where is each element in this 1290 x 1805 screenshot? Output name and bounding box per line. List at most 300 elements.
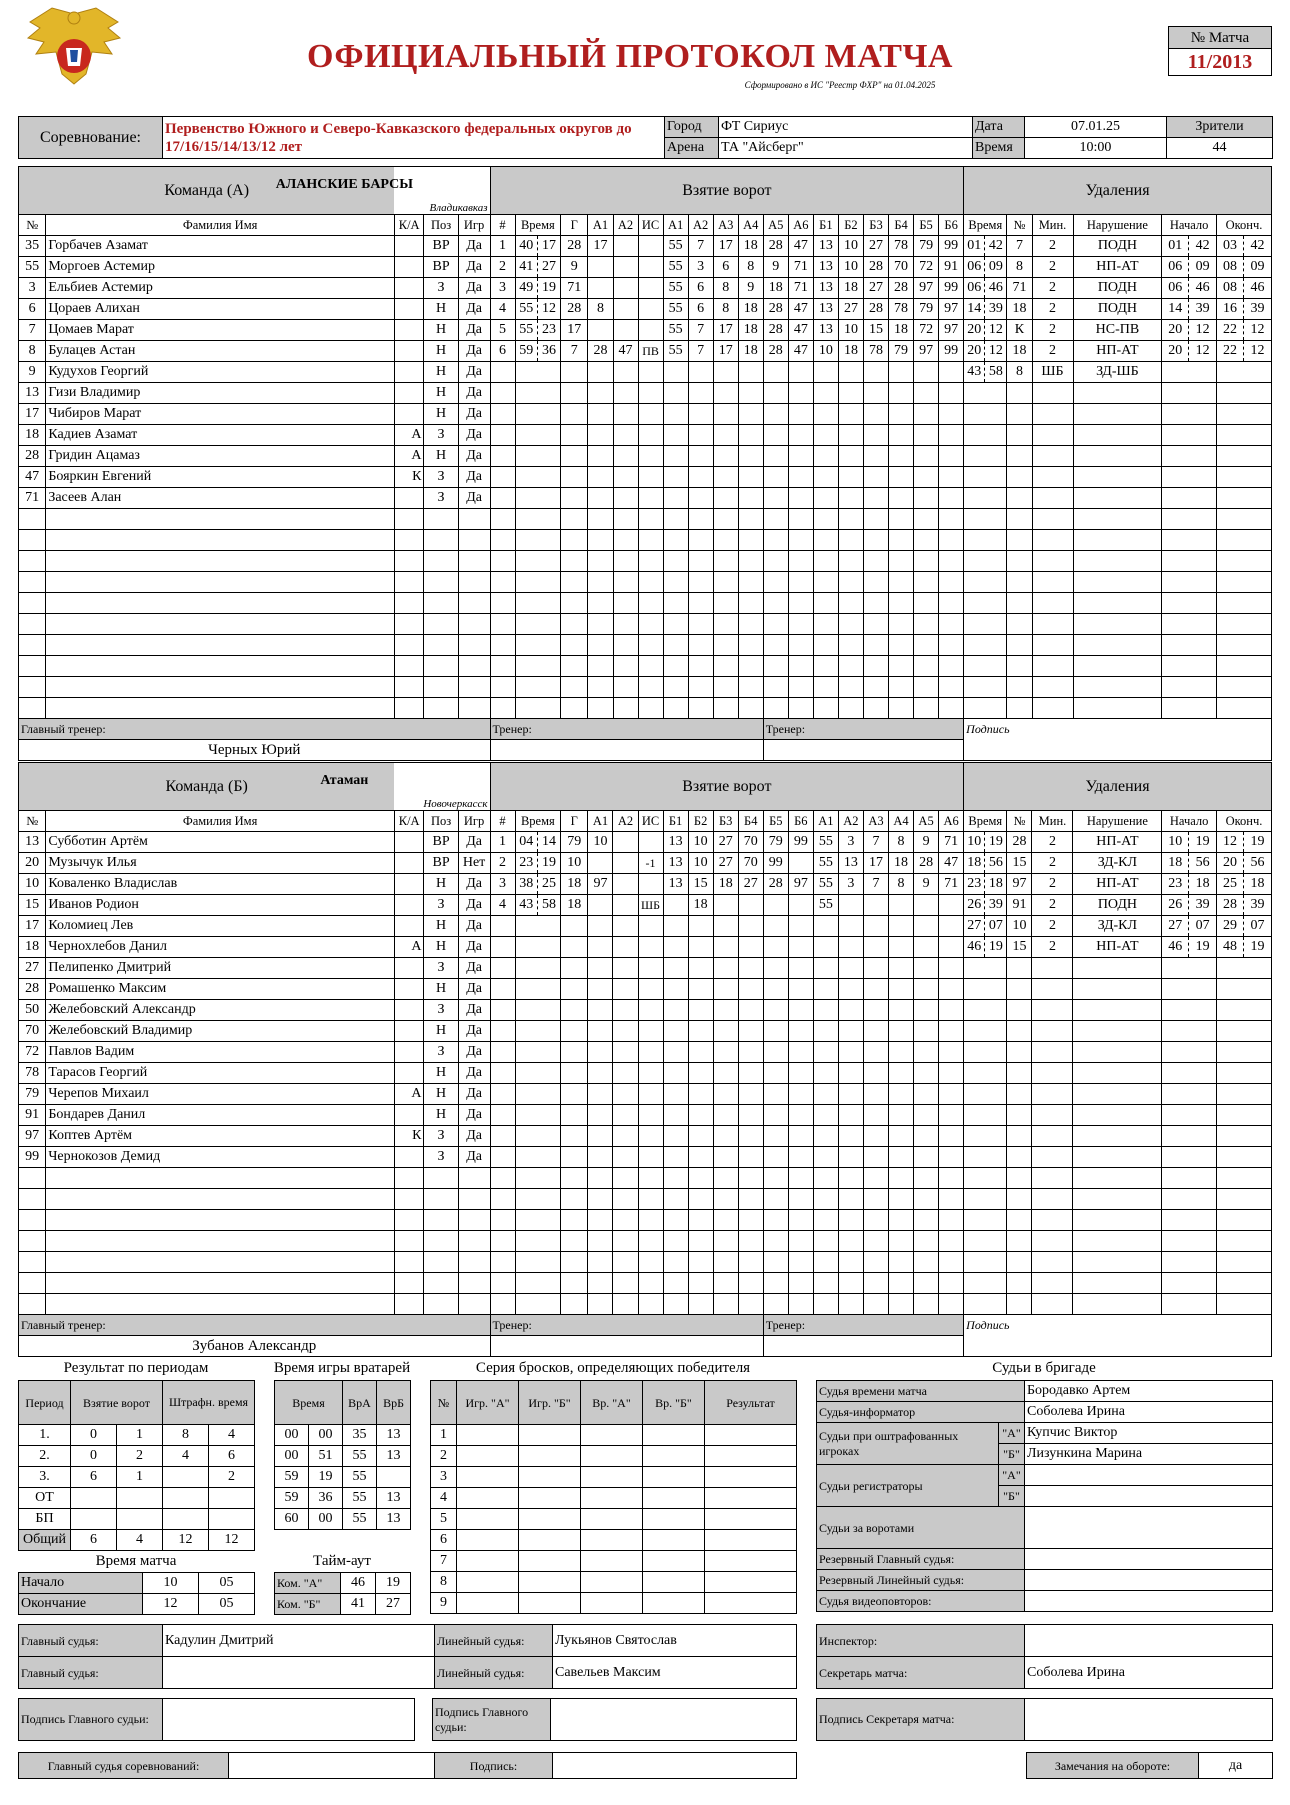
goal-cell [738,1000,763,1021]
goal-cell [561,656,588,677]
goal-cell [588,1105,613,1126]
player-role [394,383,424,404]
goal-cell: 28 [863,299,888,320]
player-played [458,656,490,677]
goal-cell [588,530,613,551]
goal-cell: 13 [663,832,688,853]
goal-cell [763,488,788,509]
goal-cell [939,530,964,551]
goal-cell [738,572,763,593]
goal-cell [738,446,763,467]
goal-num [490,572,515,593]
goal-cell [838,488,863,509]
goal-cell [763,551,788,572]
penalty-header: Время [964,215,1007,236]
goal-header: А2 [613,215,638,236]
player-number [19,1231,46,1252]
player-position: Н [424,1084,458,1105]
goal-cell [688,446,713,467]
sign-secretary-field[interactable] [1025,1699,1273,1741]
goal-cell [763,1126,788,1147]
goal-cell [713,1273,738,1294]
goal-cell [889,1273,914,1294]
goal-cell [939,572,964,593]
goal-cell [663,1273,688,1294]
goal-cell [713,979,738,1000]
goal-cell [713,1105,738,1126]
goal-cell: 13 [813,257,838,278]
goal-cell [588,656,613,677]
player-position: З [424,488,458,509]
goal-header: Б4 [889,215,914,236]
goal-cell [889,677,914,698]
goal-cell [588,1042,613,1063]
goal-cell [713,1126,738,1147]
shootout-row: 5 [431,1509,797,1530]
goal-cell: 55 [663,341,688,362]
registrar-b-name [1025,1486,1273,1507]
player-position: ВР [424,257,458,278]
goal-cell [688,1105,713,1126]
chief-referee-label: Главный судья соревнований: [19,1753,229,1779]
goal-cell [914,698,939,719]
goal-cell [663,1189,688,1210]
shootout-row: 8 [431,1572,797,1593]
goal-cell [788,895,813,916]
player-played: Да [458,278,490,299]
goal-cell: 47 [788,236,813,257]
player-name: Засеев Алан [46,488,395,509]
goal-cell [663,551,688,572]
goal-cell: 55 [813,874,838,895]
goal-cell [838,362,863,383]
chief-referee-name [229,1753,435,1779]
goal-cell [763,1084,788,1105]
goal-cell [613,1000,638,1021]
goal-cell [914,530,939,551]
goal-cell [889,916,914,937]
goal-cell [613,257,638,278]
goal-cell [863,1126,888,1147]
timeout-title: Тайм-аут [313,1553,371,1569]
player-position [424,656,458,677]
player-position [424,530,458,551]
goal-cell [638,1210,663,1231]
player-played: Да [458,916,490,937]
goal-cell: 13 [663,874,688,895]
goal-cell [638,1105,663,1126]
player-played: Да [458,362,490,383]
player-played: Да [458,404,490,425]
goal-cell [838,383,863,404]
goal-cell [813,362,838,383]
player-role [394,1231,424,1252]
goal-cell [863,958,888,979]
goal-cell [613,404,638,425]
goal-cell [588,853,613,874]
linesman-2: Савельев Максим [553,1657,797,1689]
match-no-label: № Матча [1169,27,1272,49]
teamB-row: 15 Иванов Родион З Да 4 43 58 18 ШБ 18 55 26 39 91 2 ПОДН 26 39 28 39 [19,895,1272,916]
goal-cell [588,1147,613,1168]
teamA-coach-label: Главный тренер: [19,719,491,740]
main-referee-2-label: Главный судья: [19,1657,163,1689]
goal-num [490,593,515,614]
goal-cell [713,1021,738,1042]
player-role [394,509,424,530]
goal-cell [788,1042,813,1063]
goal-cell [763,1021,788,1042]
player-name: Коваленко Владислав [46,874,395,895]
teamB-goals-title: Взятие ворот [490,763,964,811]
goal-cell [663,635,688,656]
matchtime-title: Время матча [95,1553,177,1569]
goal-cell [939,1147,964,1168]
goal-num [490,530,515,551]
goal-cell: 9 [738,278,763,299]
goal-cell: 55 [813,832,838,853]
timeout-b-label: Ком. "Б" [275,1594,341,1615]
goal-num [490,1210,515,1231]
sign-main-1 [18,1698,415,1741]
goal-cell [889,530,914,551]
goal-header: А1 [588,811,613,832]
goal-num [490,488,515,509]
goal-header: А6 [788,215,813,236]
player-name [46,593,395,614]
player-played [458,1231,490,1252]
player-role [394,488,424,509]
goal-cell [788,1273,813,1294]
goal-cell [889,1042,914,1063]
shootout-row: 2 [431,1446,797,1467]
team-b-section [18,762,1272,1357]
player-number: 78 [19,1063,46,1084]
goal-cell [838,1231,863,1252]
player-role [394,1273,424,1294]
goal-num [490,1063,515,1084]
teamA-row [19,656,1272,677]
player-played: Да [458,299,490,320]
goal-cell: 13 [813,320,838,341]
goal-cell [561,958,588,979]
teamB-name: Атаман [320,773,369,788]
goal-cell [588,937,613,958]
goal-num [490,1252,515,1273]
goal-num: 4 [490,299,515,320]
goal-cell: 13 [838,853,863,874]
player-name: Бояркин Евгений [46,467,395,488]
roster-header: Поз [424,811,458,832]
player-position: Н [424,874,458,895]
goal-num [490,1000,515,1021]
goal-num [490,614,515,635]
goal-cell [738,1294,763,1315]
goal-cell [688,937,713,958]
player-number [19,1273,46,1294]
goal-cell [914,916,939,937]
goal-cell [914,572,939,593]
goal-cell: 15 [863,320,888,341]
goal-cell [613,572,638,593]
goal-cell [561,635,588,656]
goal-cell [561,362,588,383]
goal-cell: 18 [738,299,763,320]
goal-cell: 18 [889,320,914,341]
teamB-row [19,1231,1272,1252]
goal-cell [889,1084,914,1105]
goal-cell [939,425,964,446]
player-role [394,698,424,719]
matchtime-table [18,1572,255,1615]
teamB-table [18,762,1272,1357]
goal-cell [688,656,713,677]
goal-cell [838,937,863,958]
goal-cell [588,1084,613,1105]
goal-cell [813,1294,838,1315]
goal-cell [613,530,638,551]
goal-cell [939,383,964,404]
player-position: Н [424,1105,458,1126]
goal-cell [638,1168,663,1189]
goal-cell [663,509,688,530]
goal-cell [863,1000,888,1021]
goal-cell [688,916,713,937]
player-played: Да [458,1021,490,1042]
player-number: 27 [19,958,46,979]
goal-cell [838,1000,863,1021]
goal-cell: 13 [813,236,838,257]
goal-cell [738,1021,763,1042]
goal-cell [838,958,863,979]
goal-cell: 7 [688,341,713,362]
goal-cell [838,635,863,656]
goal-cell [838,1147,863,1168]
goal-cell [763,1000,788,1021]
goal-cell [613,236,638,257]
informer-name: Соболева Ирина [1025,1402,1273,1423]
goal-cell [813,1021,838,1042]
goal-cell [763,916,788,937]
goal-cell [713,509,738,530]
goal-cell: 3 [688,257,713,278]
teamA-goals-title: Взятие ворот [490,167,964,215]
goal-cell [788,1168,813,1189]
goal-cell: 55 [813,895,838,916]
goal-cell [813,656,838,677]
goal-cell [914,895,939,916]
goal-cell [613,551,638,572]
goal-cell [738,1126,763,1147]
player-number: 17 [19,916,46,937]
goal-cell [838,698,863,719]
goal-header: А5 [763,215,788,236]
goal-cell: 28 [763,874,788,895]
player-role [394,572,424,593]
teamA-table [18,166,1272,761]
goal-cell [638,698,663,719]
goal-cell: 10 [588,832,613,853]
goal-cell [914,635,939,656]
goal-cell [561,1021,588,1042]
spectators-label: Зрители [1167,117,1273,138]
goal-cell [588,895,613,916]
player-number [19,1252,46,1273]
penalty-header: Оконч. [1217,811,1272,832]
goal-cell [663,1126,688,1147]
player-name: Цомаев Марат [46,320,395,341]
player-name: Чибиров Марат [46,404,395,425]
goal-cell [738,1210,763,1231]
period-row: 3. 6 1 2 [19,1467,255,1488]
goal-cell [613,446,638,467]
goal-cell [588,916,613,937]
goal-cell [688,635,713,656]
goal-cell [788,1231,813,1252]
player-position [424,1189,458,1210]
teamA-row [19,572,1272,593]
goal-cell [613,1210,638,1231]
goal-cell [713,937,738,958]
goal-cell [763,593,788,614]
goal-cell [638,236,663,257]
teamB-label: Команда (Б) [19,763,395,811]
goal-num [490,1105,515,1126]
goal-cell [588,1210,613,1231]
goal-cell [763,656,788,677]
goal-cell [588,383,613,404]
goal-cell [561,1273,588,1294]
goal-cell: 91 [939,257,964,278]
goal-cell [914,362,939,383]
goal-cell [638,257,663,278]
goal-cell [638,551,663,572]
goal-cell [863,1210,888,1231]
player-name [46,1210,395,1231]
teamB-row [19,1294,1272,1315]
goal-cell [613,832,638,853]
goal-cell [613,509,638,530]
teamA-row [19,446,1272,467]
goal-cell [763,1189,788,1210]
goal-cell [813,1147,838,1168]
goal-cell [663,1231,688,1252]
goal-cell: 55 [663,257,688,278]
reserve-referee-label: Резервный Главный судья: [817,1549,1025,1570]
goal-cell [663,916,688,937]
goal-cell: 8 [889,874,914,895]
goal-cell [688,1126,713,1147]
goal-cell: 17 [863,853,888,874]
goal-cell [914,958,939,979]
goal-cell [561,614,588,635]
player-name [46,635,395,656]
teamA-row [19,635,1272,656]
chief-sign-field[interactable] [553,1753,797,1779]
goal-cell: 99 [939,236,964,257]
player-number [19,530,46,551]
goal-cell [863,698,888,719]
goal-cell [638,614,663,635]
goal-cell [763,1294,788,1315]
goal-cell [763,1252,788,1273]
main-referee-1-label: Главный судья: [19,1625,163,1657]
goal-cell [914,551,939,572]
goal-cell [561,467,588,488]
goal-cell [613,1042,638,1063]
goal-cell [561,1147,588,1168]
sign-main-ref-1-field[interactable] [163,1699,415,1741]
teamA-row: 6 Цораев Алихан Н Да 4 55 12 28 8 55 6 8 18 28 47 13 27 28 78 79 97 14 39 18 2 ПОДН 14 39 16 39 [19,299,1272,320]
goal-cell [638,1126,663,1147]
player-position [424,698,458,719]
goal-num [490,1273,515,1294]
goal-cell [939,698,964,719]
sign-main-ref-2-field[interactable] [551,1699,797,1741]
roster-header: Поз [424,215,458,236]
player-position [424,1294,458,1315]
goal-cell [914,425,939,446]
player-number [19,1168,46,1189]
goal-cell: 28 [561,236,588,257]
linesman-1-label: Линейный судья: [435,1625,553,1657]
player-name: Моргоев Астемир [46,257,395,278]
goal-cell [713,1231,738,1252]
sign-main-ref-2-label: Подпись Главного судьи: [433,1699,551,1741]
teamA-row [19,383,1272,404]
goal-cell [688,1168,713,1189]
goal-cell: 79 [763,832,788,853]
goal-cell [638,1063,663,1084]
goal-cell [813,635,838,656]
player-position [424,1231,458,1252]
goal-cell [738,362,763,383]
goal-cell [663,572,688,593]
goal-cell [738,958,763,979]
start-label: Начало [19,1573,143,1594]
teamA-row [19,467,1272,488]
goal-cell: 15 [688,874,713,895]
goal-cell [813,467,838,488]
goal-cell: 10 [838,257,863,278]
goal-cell [838,1210,863,1231]
goal-cell [863,425,888,446]
goal-cell [939,509,964,530]
goal-cell [889,1168,914,1189]
goal-cell: 70 [738,853,763,874]
teamA-row [19,488,1272,509]
competition-label: Соревнование: [19,117,163,159]
registrar-b-label: "Б" [999,1486,1025,1507]
goal-cell: 99 [939,341,964,362]
shootout-row: 6 [431,1530,797,1551]
goal-cell [838,979,863,1000]
goal-cell [813,383,838,404]
goal-cell [663,1105,688,1126]
goal-cell [613,467,638,488]
goal-cell: 71 [788,278,813,299]
goal-cell [813,1231,838,1252]
goal-cell [813,572,838,593]
secretary-label: Секретарь матча: [817,1657,1025,1689]
player-position: З [424,1042,458,1063]
player-role: К [394,1126,424,1147]
shootout-row: 7 [431,1551,797,1572]
goal-cell: ПВ [638,341,663,362]
goal-cell: 7 [863,832,888,853]
goal-cell [613,1126,638,1147]
goal-header: # [490,215,515,236]
